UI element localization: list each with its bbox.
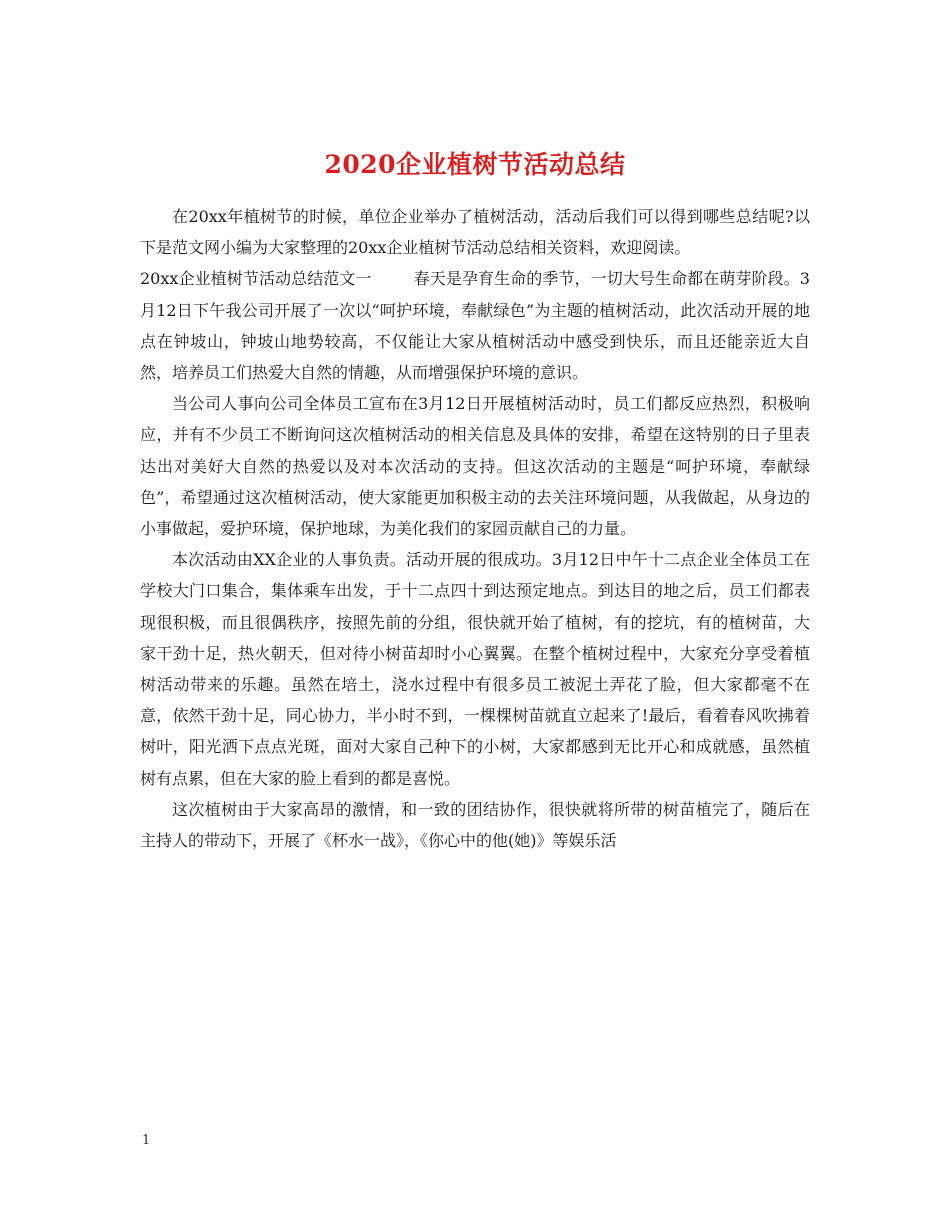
paragraph-announcement [140,388,810,544]
section-heading: 20xx企业植树节活动总结范文一 [140,269,372,289]
paragraph-conclusion-text: 这次植树由于大家高昂的激情，和一致的团结协作，很快就将所带的树苗植完了，随后在主持人的带动下，开展了《杯水一战》，《你心中的他(她)》等娱乐活 [140,799,810,851]
paragraph-conclusion [140,794,810,856]
document-title: 2020企业植树节活动总结 [324,149,626,179]
document-body [140,201,810,856]
paragraph-activity-text: 本次活动由XX企业的人事负责。活动开展的很成功。3月12日中午十二点企业全体员工在学校大门口集合，集体乘车出发，于十二点四十到达预定地点。到达目的地之后，员工们都表现很积极，而且很偶秩序，按照先前的分组，很快就开始了植树，有的挖坑，有的植树苗，大家干劲十足，热火朝天，但对待小树苗却时小心翼翼。在整个植树过程中，大家充分享受着植树活动带来的乐趣。虽然在培土，浇水过程中有很多员工被泥土弄花了脸，但大家都毫不在意，依然干劲十足，同心协力，半小时不到，一棵棵树苗就直立起来了!最后，看着春风吹拂着树叶，阳光洒下点点光斑，面对大家自己种下的小树，大家都感到无比开心和成就感，虽然植树有点累，但在大家的脸上看到的都是喜悦。 [140,550,810,788]
paragraph-activity [140,544,810,794]
paragraph-intro [140,201,810,263]
page-number: 1 [142,1133,151,1148]
paragraph-announcement-text: 当公司人事向公司全体员工宣布在3月12日开展植树活动时，员工们都反应热烈，积极响应，并有不少员工不断询问这次植树活动的相关信息及具体的安排，希望在这特别的日子里表达出对美好大自然的热爱以及对本次活动的支持。但这次活动的主题是“呵护环境，奉献绿色”，希望通过这次植树活动，使大家能更加积极主动的去关注环境问题，从我做起，从身边的小事做起，爱护环境，保护地球，为美化我们的家园贡献自己的力量。 [140,394,810,539]
paragraph-sample-one [140,263,810,388]
paragraph-sample-one-text: 春天是孕育生命的季节，一切大号生命都在萌芽阶段。3月12日下午我公司开展了一次以“呵护环境，奉献绿色”为主题的植树活动，此次活动开展的地点在钟坡山，钟坡山地势较高，不仅能让大家从植树活动中感受到快乐，而且还能亲近大自然，培养员工们热爱大自然的情趣，从而增强保护环境的意识。 [140,269,810,383]
paragraph-intro-text: 在20xx年植树节的时候，单位企业举办了植树活动，活动后我们可以得到哪些总结呢?以下是范文网小编为大家整理的20xx企业植树节活动总结相关资料，欢迎阅读。 [140,207,810,258]
